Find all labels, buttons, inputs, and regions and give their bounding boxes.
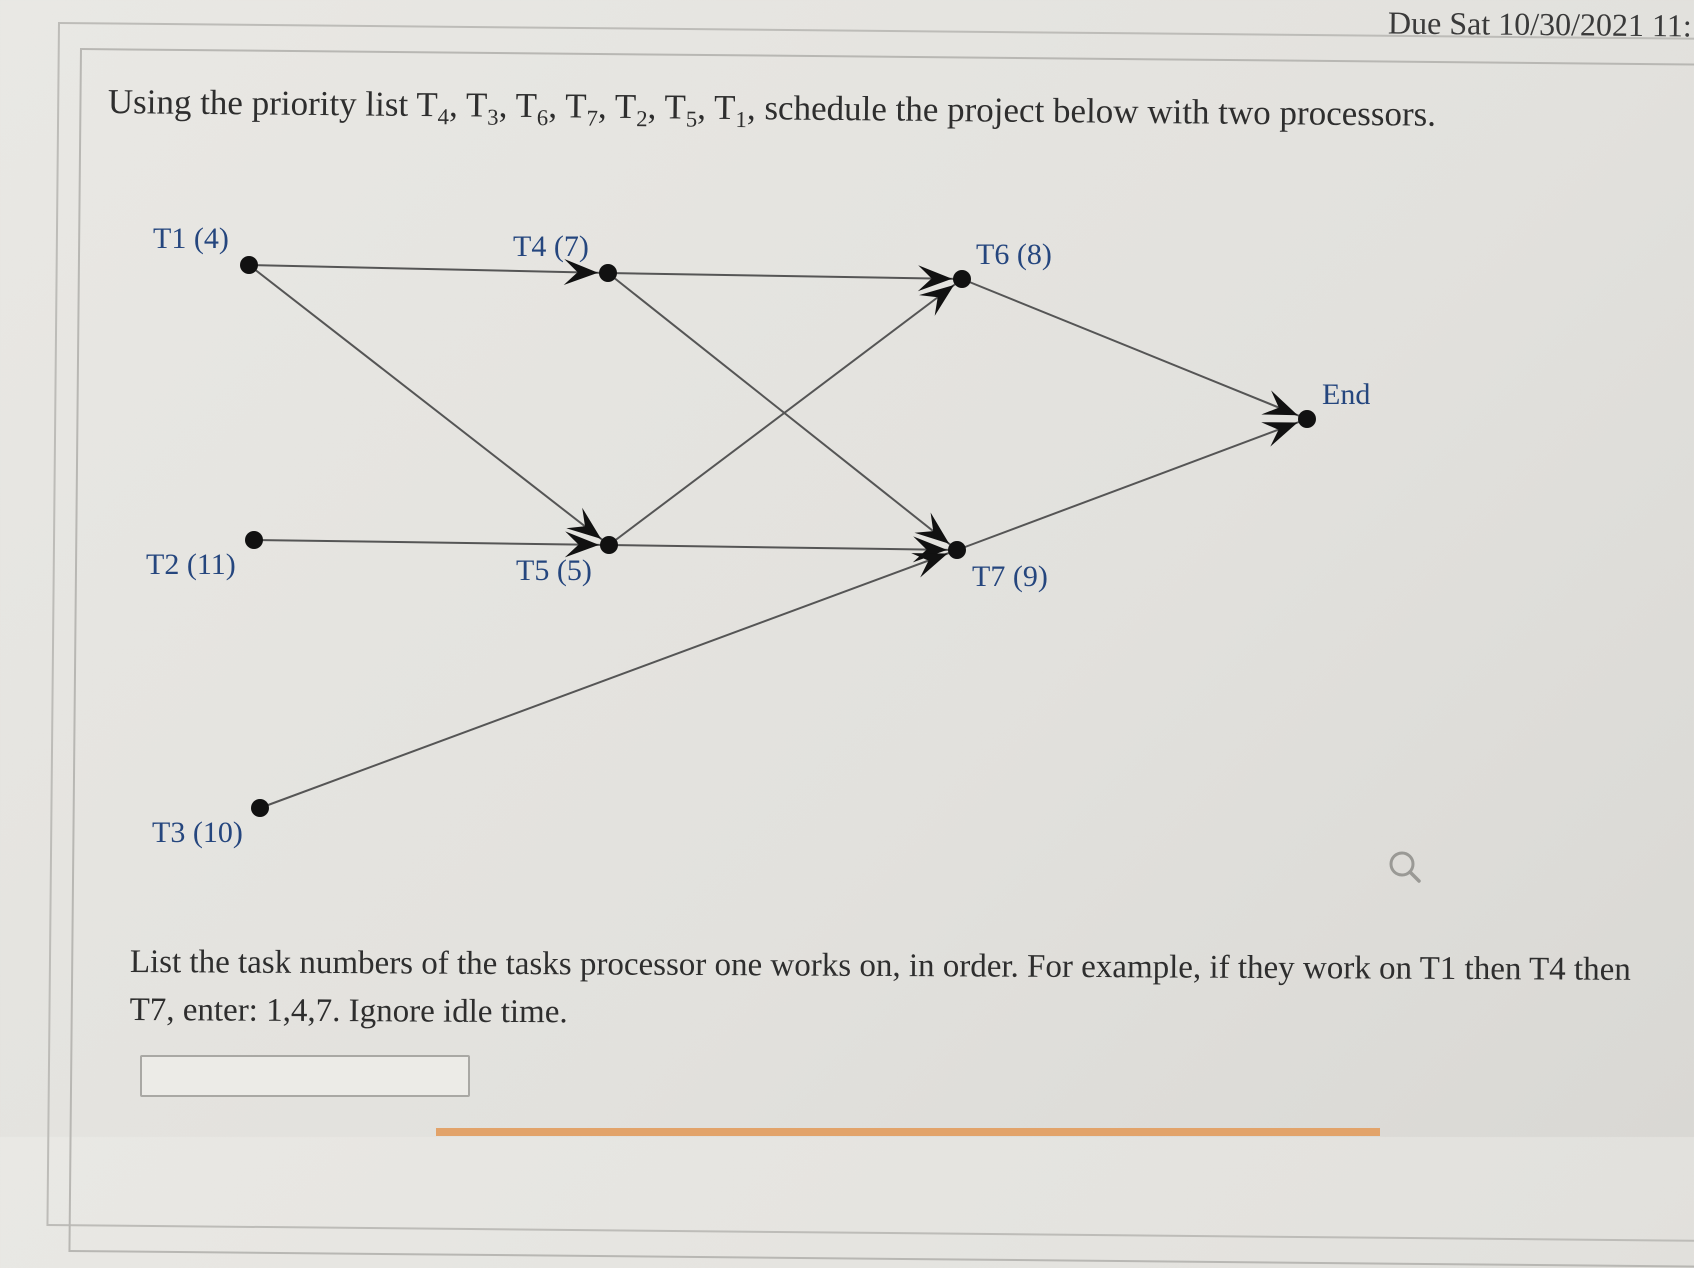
node-T2 xyxy=(245,531,263,549)
node-label-T1: T1 (4) xyxy=(153,222,229,255)
arrowhead-T5-T6 xyxy=(919,285,954,316)
priority-item: $T_4$ xyxy=(416,84,450,130)
edge-T2-T5 xyxy=(254,540,609,545)
due-date: Due Sat 10/30/2021 11: xyxy=(1387,4,1692,44)
node-label-T6: T6 (8) xyxy=(976,238,1052,271)
edge-T4-T6 xyxy=(608,273,962,279)
priority-item: $T_1$ xyxy=(713,87,747,133)
edge-T4-T7 xyxy=(608,273,957,550)
instruction-text: List the task numbers of the tasks processor one works on, in order. For example, if they work on T1 then T4 then T7, enter: 1,4,7. Ignore idle time. xyxy=(129,943,1631,1031)
edge-T6-End xyxy=(962,279,1307,419)
priority-item: $T_6$ xyxy=(515,85,549,131)
priority-list: $T_4$, $T_3$, $T_6$, $T_7$, $T_2$, $T_5$, $T_1$ xyxy=(416,84,747,133)
edge-T1-T4 xyxy=(249,265,608,273)
edge-T7-End xyxy=(957,419,1307,550)
node-T7 xyxy=(948,541,966,559)
diagram-edges xyxy=(249,259,1307,808)
edge-T5-T7 xyxy=(609,545,957,550)
question-outro: , schedule the project below with two processors. xyxy=(746,88,1437,134)
node-T5 xyxy=(600,536,618,554)
node-label-T7: T7 (9) xyxy=(972,560,1048,593)
node-label-T4: T4 (7) xyxy=(513,230,589,263)
node-T3 xyxy=(251,799,269,817)
priority-item: $T_2$ xyxy=(614,86,648,132)
node-label-End: End xyxy=(1322,378,1371,411)
node-label-T3: T3 (10) xyxy=(152,816,243,849)
node-label-T2: T2 (11) xyxy=(146,548,236,581)
node-T6 xyxy=(953,270,971,288)
search-icon[interactable] xyxy=(1386,848,1426,888)
priority-item: $T_7$ xyxy=(565,86,599,131)
edge-T5-T6 xyxy=(609,279,962,545)
priority-item: $T_3$ xyxy=(465,85,499,130)
edge-T1-T5 xyxy=(249,265,609,545)
question-intro: Using the priority list xyxy=(107,82,417,124)
diagram-nodes xyxy=(240,256,1316,817)
node-End xyxy=(1298,410,1316,428)
node-label-T5: T5 (5) xyxy=(516,554,592,587)
edge-T3-T7 xyxy=(260,550,957,808)
node-T4 xyxy=(599,264,617,282)
node-T1 xyxy=(240,256,258,274)
answer-input[interactable] xyxy=(140,1055,470,1097)
priority-item: $T_5$ xyxy=(664,87,698,132)
submit-bar[interactable] xyxy=(436,1128,1380,1136)
